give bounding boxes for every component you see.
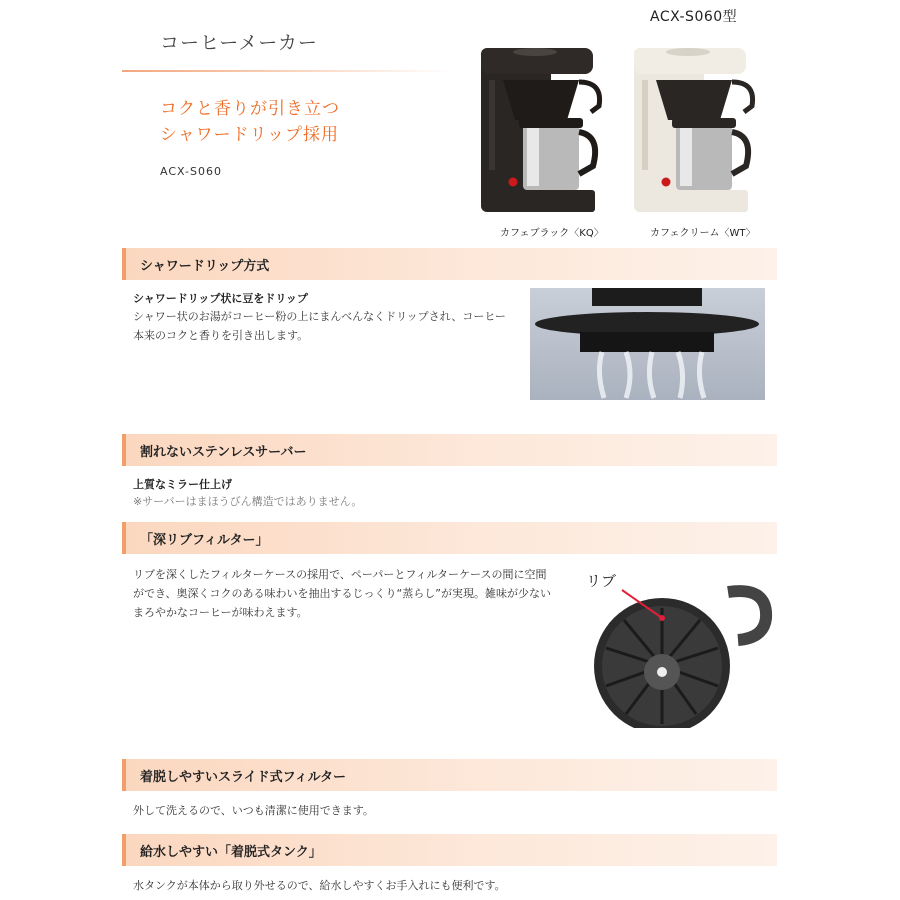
deep-rib-description — [133, 565, 551, 622]
removable-tank-description: 水タンクが本体から取り外せるので、給水しやすくお手入れにも便利です。 — [133, 879, 506, 892]
section-title: 「深リブフィルター」 — [140, 533, 269, 548]
section-title: 着脱しやすいスライド式フィルター — [140, 770, 347, 785]
catchphrase-line-2: シャワードリップ採用 — [160, 125, 339, 145]
section-header-stainless-server — [122, 434, 777, 466]
product-caption-cream: カフェクリーム〈WT〉 — [650, 228, 756, 239]
description-line: ができ、奥深くコクのある味わいを抽出するじっくり“蒸らし”が実現。雑味が少ない — [133, 587, 551, 600]
catchphrase-line-1: コクと香りが引き立つ — [160, 99, 340, 119]
product-caption-black: カフェブラック〈KQ〉 — [500, 228, 604, 239]
description-line: シャワー状のお湯がコーヒー粉の上にまんべんなくドリップされ、コーヒー — [133, 310, 506, 323]
stainless-note: ※サーバーはまほうびん構造ではありません。 — [133, 495, 363, 508]
shower-drip-photo — [530, 288, 765, 400]
title-divider — [122, 70, 452, 72]
section-title: シャワードリップ方式 — [140, 259, 270, 274]
slide-filter-description: 外して洗えるので、いつも清潔に使用できます。 — [133, 804, 374, 817]
coffee-maker-cream-image — [628, 40, 758, 220]
section-header-removable-tank — [122, 834, 777, 866]
description-line: リブを深くしたフィルターケースの採用で、ペーパーとフィルターケースの間に空間 — [133, 568, 547, 581]
stainless-lead: 上質なミラー仕上げ — [133, 478, 232, 491]
section-title: 割れないステンレスサーバー — [140, 445, 307, 460]
page-title: コーヒーメーカー — [160, 32, 318, 54]
catchphrase — [160, 96, 340, 148]
description-line: 本来のコクと香りを引き出します。 — [133, 329, 309, 342]
model-number: ACX-S060 — [160, 165, 222, 178]
description-line: まろやかなコーヒーが味わえます。 — [133, 606, 308, 619]
section-title: 給水しやすい「着脱式タンク」 — [140, 845, 322, 860]
section-header-deep-rib-filter — [122, 522, 777, 554]
shower-drip-lead: シャワードリップ状に豆をドリップ — [133, 292, 308, 305]
deep-rib-filter-photo — [578, 568, 773, 728]
section-header-shower-drip — [122, 248, 777, 280]
section-header-slide-filter — [122, 759, 777, 791]
rib-callout-label: リブ — [586, 572, 617, 590]
coffee-maker-black-image — [475, 40, 605, 220]
shower-drip-description — [133, 307, 506, 345]
model-number-top: ACX-S060型 — [650, 9, 738, 25]
